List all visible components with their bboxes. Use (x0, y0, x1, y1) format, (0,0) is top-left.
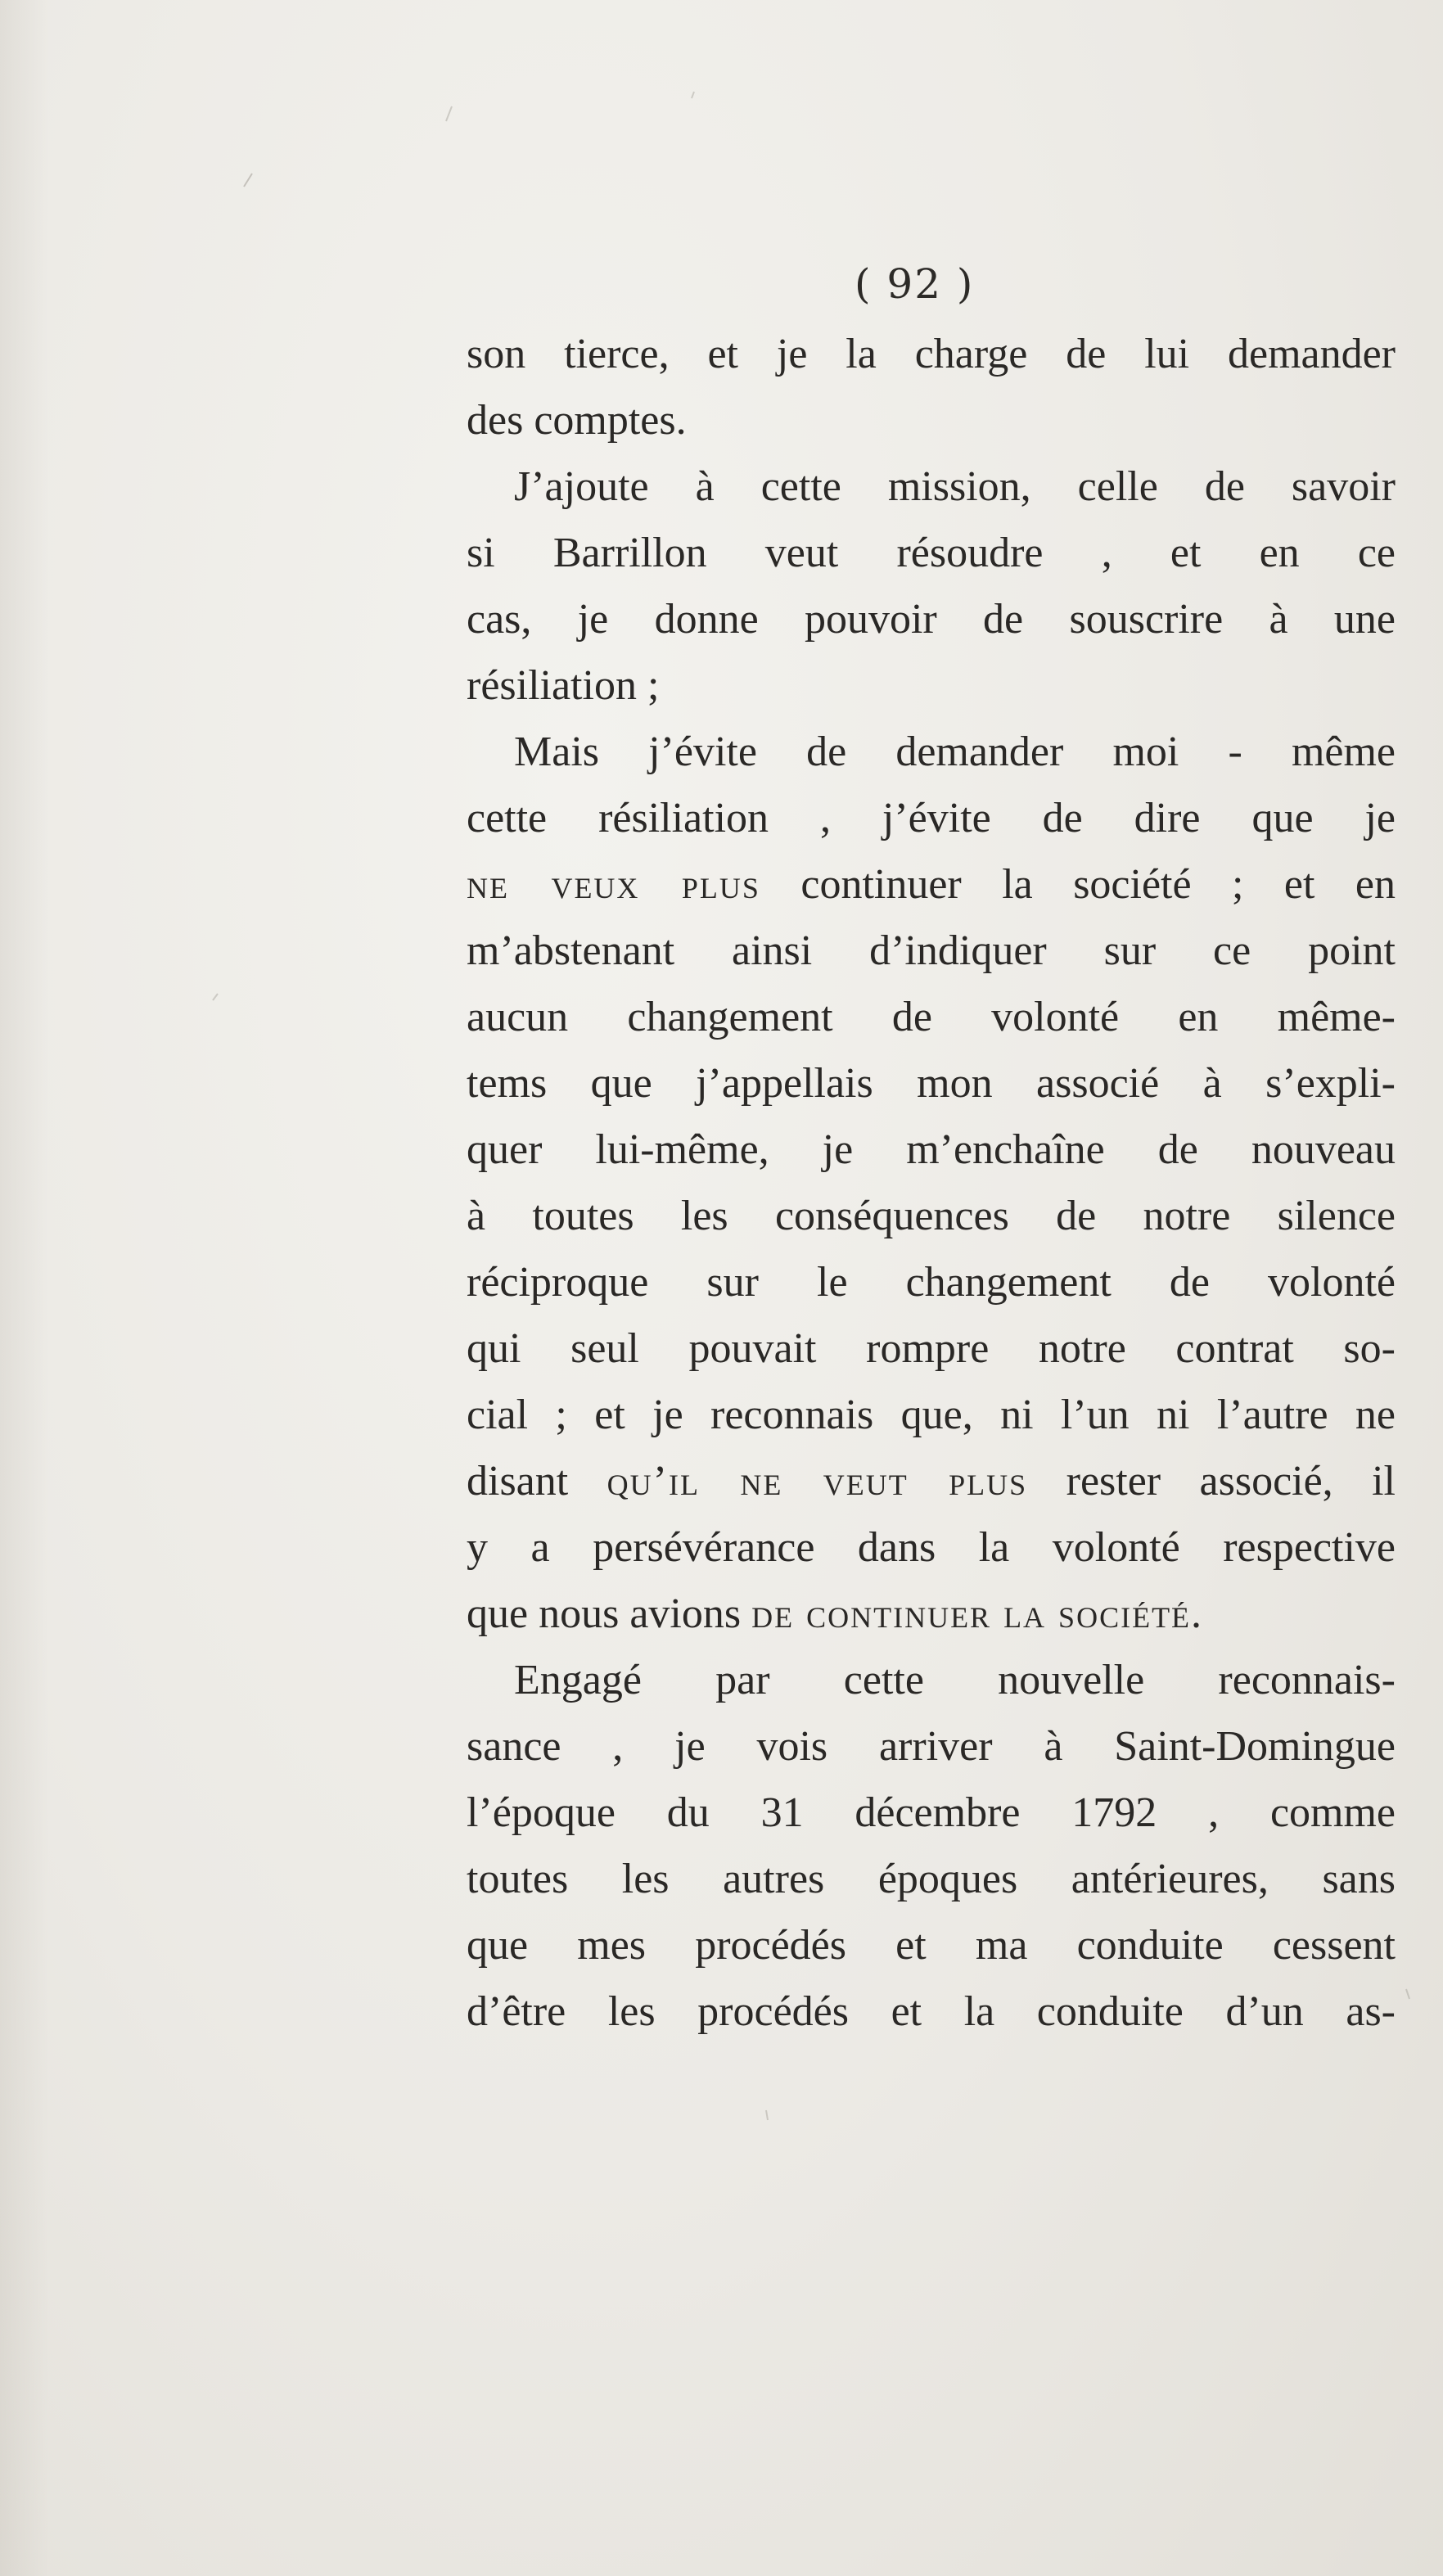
text-line (467, 1846, 1396, 1912)
text-run: cette résiliation , j’évite de dire que je (467, 795, 1396, 841)
text-line (467, 1514, 1396, 1581)
text-line (467, 1780, 1396, 1846)
text-line (467, 1382, 1396, 1448)
text-line (467, 1117, 1396, 1183)
text-line (467, 1978, 1396, 2045)
text-line (467, 984, 1396, 1050)
text-line (467, 1249, 1396, 1315)
text-line (467, 785, 1396, 851)
text-run: à toutes les conséquences de notre silence (467, 1193, 1396, 1239)
text-run: réciproque sur le changement de volonté (467, 1259, 1396, 1306)
text-run: que nous avions (467, 1590, 752, 1637)
text-run: m’abstenant ainsi d’indiquer sur ce point (467, 927, 1396, 974)
text-line (467, 1647, 1396, 1713)
text-line (467, 652, 1396, 719)
text-run: des comptes. (467, 397, 687, 444)
page-number: ( 92 ) (855, 260, 975, 308)
text-run: Engagé par cette nouvelle reconnais- (514, 1657, 1396, 1703)
text-line (467, 586, 1396, 652)
text-line (467, 387, 1396, 453)
text-run: quer lui-même, je m’enchaîne de nouveau (467, 1126, 1396, 1173)
text-run: cial ; et je reconnais que, ni l’un ni l’autre ne (467, 1392, 1396, 1438)
body-text (467, 321, 1396, 2045)
text-line (467, 1050, 1396, 1117)
text-run: l’époque du 31 décembre 1792 , comme (467, 1789, 1396, 1836)
small-caps-run: de continuer la société. (751, 1590, 1204, 1637)
text-line (467, 1315, 1396, 1382)
text-run: J’ajoute à cette mission, celle de savoir (514, 463, 1396, 510)
text-run: continuer la société ; et en (760, 861, 1396, 908)
text-run: toutes les autres époques antérieures, sans (467, 1856, 1396, 1902)
text-run: y a persévérance dans la volonté respective (467, 1524, 1396, 1571)
text-run: cas, je donne pouvoir de souscrire à une (467, 596, 1396, 643)
text-line (467, 1183, 1396, 1249)
text-run: disant (467, 1458, 607, 1505)
text-run: rester associé, il (1027, 1458, 1396, 1505)
text-run: résiliation ; (467, 662, 660, 709)
text-run: d’être les procédés et la conduite d’un as- (467, 1988, 1396, 2035)
text-run: tems que j’appellais mon associé à s’expli- (467, 1060, 1396, 1107)
text-run: sance , je vois arriver à Saint-Domingue (467, 1723, 1396, 1770)
text-line (467, 1448, 1396, 1514)
text-line (467, 520, 1396, 586)
text-run: Mais j’évite de demander moi - même (514, 729, 1396, 775)
text-line (467, 851, 1396, 918)
text-line (467, 1713, 1396, 1780)
text-run: qui seul pouvait rompre notre contrat so- (467, 1325, 1396, 1372)
text-line (467, 453, 1396, 520)
small-caps-run: qu’il ne veut plus (607, 1458, 1028, 1505)
text-run: que mes procédés et ma conduite cessent (467, 1922, 1396, 1969)
text-run: aucun changement de volonté en même- (467, 994, 1396, 1040)
text-run: si Barrillon veut résoudre , et en ce (467, 530, 1396, 576)
text-line (467, 719, 1396, 785)
small-caps-run: ne veux plus (467, 861, 760, 908)
text-run: son tierce, et je la charge de lui demander (467, 331, 1396, 377)
text-line (467, 1581, 1396, 1647)
text-line (467, 918, 1396, 984)
text-line (467, 1912, 1396, 1978)
text-line (467, 321, 1396, 387)
